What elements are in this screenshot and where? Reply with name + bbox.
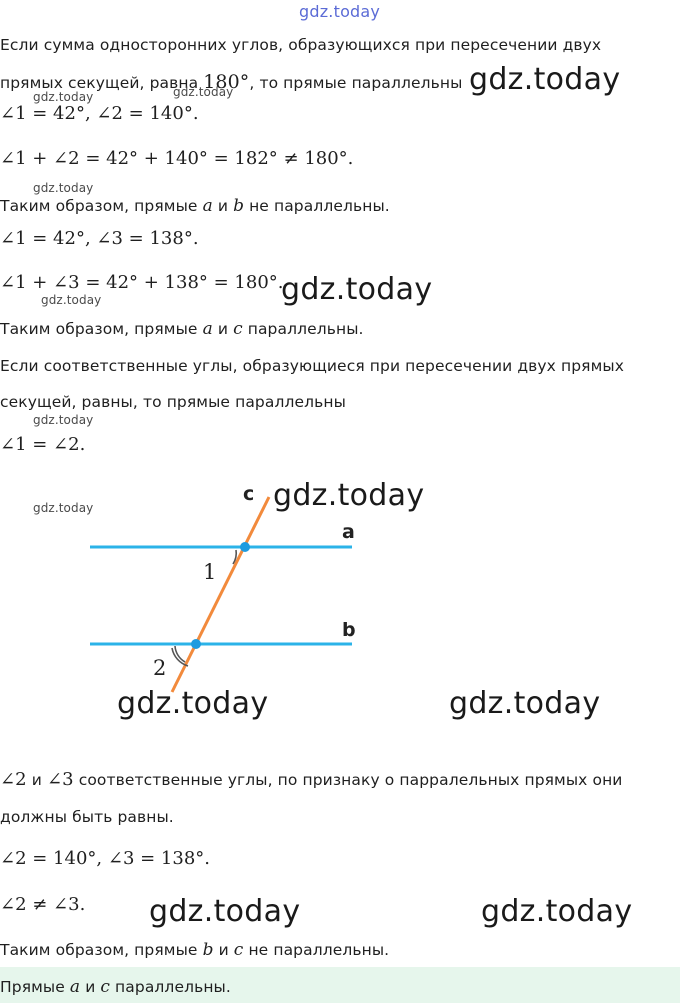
rule2-line2: секущей, равны, то прямые параллельны [0, 393, 346, 411]
equation-5: ∠1 = ∠2. [0, 434, 86, 455]
corresponding-mid: и [26, 771, 47, 789]
watermark-small-1: gdz.today [33, 90, 94, 104]
answer-line-c: c [100, 977, 111, 997]
secant-label: c [243, 483, 255, 505]
watermark-big-6: gdz.today [149, 894, 301, 929]
answer-line-a: a [69, 977, 81, 997]
watermark-big-1: gdz.today [469, 62, 621, 97]
rule1-line2-pre: прямых секущей, равна [0, 74, 204, 92]
conclusion-3 [0, 940, 389, 960]
equation-1: ∠1 = 42°, ∠2 = 140°. [0, 103, 199, 124]
answer-mid: и [80, 978, 101, 996]
intersection-point-b-c [191, 639, 201, 649]
answer-post: параллельны. [110, 978, 231, 996]
conclusion-3-line-b: b [202, 940, 214, 960]
watermark-big-4: gdz.today [117, 686, 269, 721]
watermark-small-6: gdz.today [33, 501, 94, 515]
equation-3: ∠1 = 42°, ∠3 = 138°. [0, 228, 199, 249]
equation-2: ∠1 + ∠2 = 42° + 140° = 182° ≠ 180°. [0, 148, 354, 169]
line-a-label: a [342, 521, 355, 543]
rule1-line1: Если сумма односторонних углов, образующихся при пересечении двух [0, 36, 602, 54]
answer-text [0, 977, 231, 997]
watermark-small-3: gdz.today [33, 181, 94, 195]
line-b-label: b [342, 619, 356, 641]
watermark-big-2: gdz.today [281, 272, 433, 307]
angle-2-label: 2 [153, 656, 167, 680]
corresponding-line1 [0, 770, 622, 790]
angle-2-arc [175, 646, 185, 662]
watermark-big-3: gdz.today [273, 478, 425, 513]
conclusion-2-line-a: a [202, 319, 213, 339]
equation-6: ∠2 = 140°, ∠3 = 138°. [0, 848, 210, 869]
conclusion-3-mid: и [213, 941, 234, 959]
watermark-big-5: gdz.today [449, 686, 601, 721]
conclusion-1-line-a: a [202, 196, 213, 216]
rule1-line2-post: , то прямые параллельны [249, 74, 463, 92]
corresponding-angle-3: ∠3 [46, 769, 74, 790]
corresponding-line1-post: соответственные углы, по признаку о парралельных прямых они [73, 771, 623, 789]
watermark-small-2: gdz.today [173, 85, 234, 99]
rule1-value: 180° [203, 71, 250, 93]
conclusion-1-pre: Таким образом, прямые [0, 197, 203, 215]
watermark-small-4: gdz.today [41, 293, 102, 307]
corresponding-line2: должны быть равны. [0, 808, 174, 826]
equation-7: ∠2 ≠ ∠3. [0, 894, 86, 915]
answer-pre: Прямые [0, 978, 70, 996]
rule2-line1: Если соответственные углы, образующиеся при пересечении двух прямых [0, 357, 624, 375]
conclusion-2-pre: Таким образом, прямые [0, 320, 203, 338]
corresponding-angle-2: ∠2 [0, 769, 27, 790]
intersection-point-a-c [240, 542, 250, 552]
conclusion-2-line-c: c [233, 319, 243, 339]
conclusion-1 [0, 196, 390, 216]
watermark-big-7: gdz.today [481, 894, 633, 929]
angle-1-label: 1 [203, 560, 217, 584]
conclusion-3-post: не параллельны. [243, 941, 390, 959]
conclusion-3-pre: Таким образом, прямые [0, 941, 203, 959]
conclusion-1-mid: и [212, 197, 234, 215]
conclusion-1-line-b: b [233, 196, 245, 216]
conclusion-2 [0, 319, 364, 339]
secant-c [172, 497, 269, 692]
conclusion-3-line-c: c [233, 940, 244, 960]
watermark-small-5: gdz.today [33, 413, 94, 427]
conclusion-2-post: параллельны. [242, 320, 364, 338]
watermark-top: gdz.today [299, 2, 381, 21]
equation-4: ∠1 + ∠3 = 42° + 138° = 180°. [0, 272, 284, 293]
conclusion-2-mid: и [212, 320, 234, 338]
conclusion-1-post: не параллельны. [244, 197, 390, 215]
